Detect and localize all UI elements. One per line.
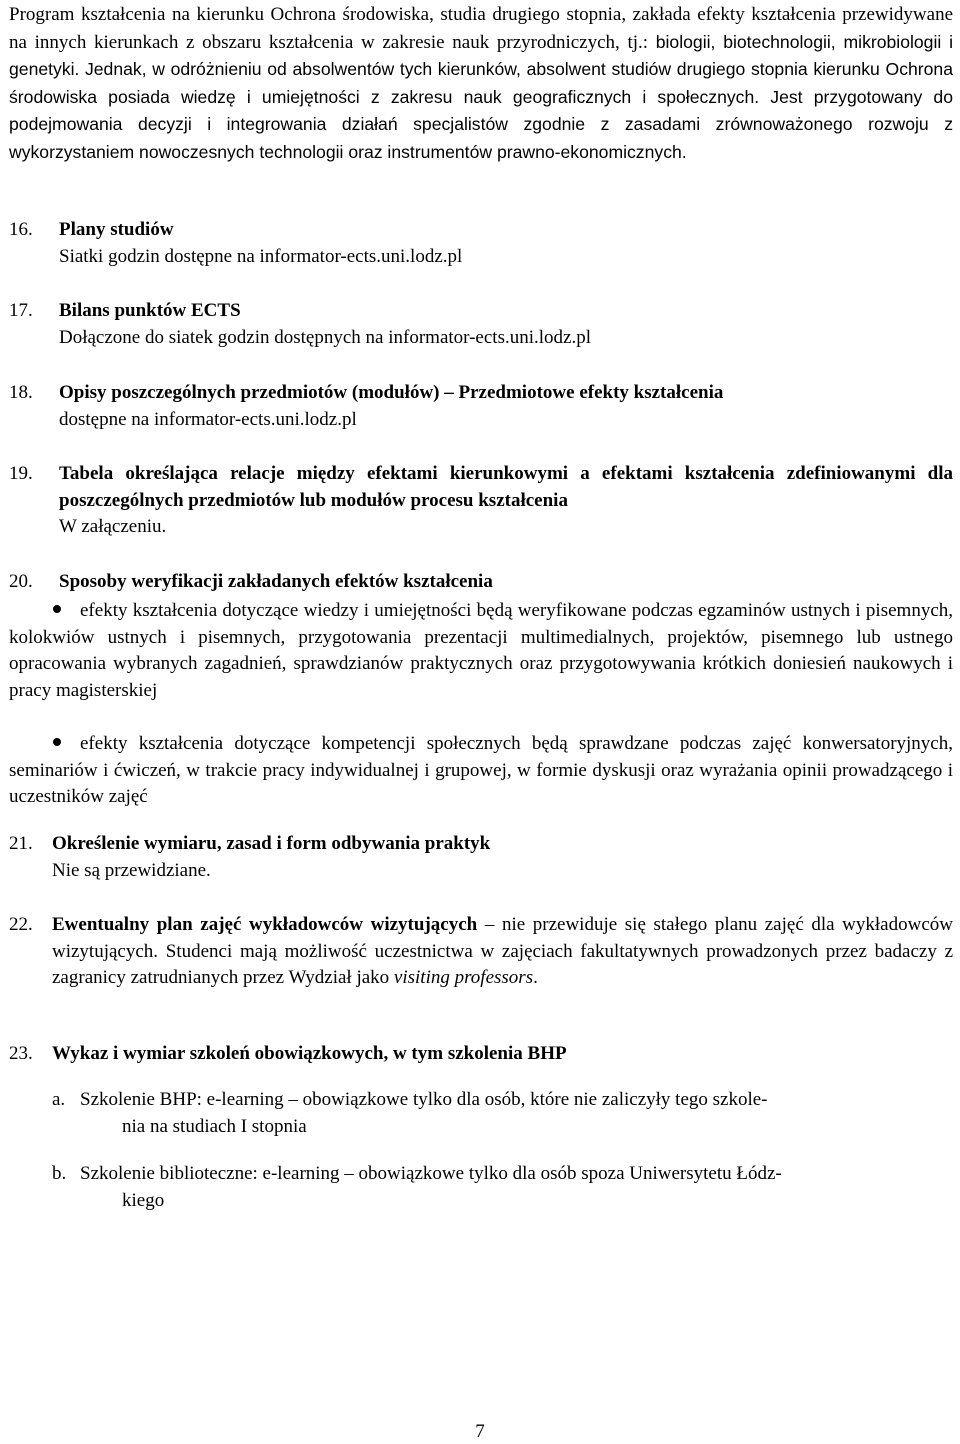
list-letter: a. (52, 1089, 66, 1110)
section-title: Wykaz i wymiar szkoleń obowiązkowych, w tym szkolenia BHP (52, 1043, 567, 1064)
intro-text-2: biologii, biotechnologii, mikrobiologii i genetyki. (9, 31, 953, 79)
section-title: Tabela określająca relacje między efektami kierunkowymi a efektami kształcenia zdefiniowanymi dla poszczególnych przedmiotów lub modułów procesu kształcenia (59, 463, 953, 511)
section-17 (9, 298, 953, 351)
list-text-continued: kiego (122, 1189, 165, 1211)
intro-paragraph (9, 2, 953, 166)
bullet-text: efekty kształcenia dotyczące kompetencji społecznych będą sprawdzane podczas zajęć konwersatoryjnych, seminariów i ćwiczeń, w trakcie pracy indywidualnej i grupowej, w formie dyskusji oraz wyrażania opinii prowadzącego i uczestników zajęć (9, 733, 953, 807)
section-number: 19. (9, 463, 33, 484)
section-21 (9, 831, 953, 884)
bullet-item (9, 731, 953, 811)
section-title: Bilans punktów ECTS (59, 300, 241, 321)
section-text: – nie przewiduje się stałego planu zajęć dla wykładowców wizytujących. Studenci mają możliwość uczestnictwa w zajęciach fakultatywnych prowadzonych przez badaczy z zagranicy zatrudnianych przez Wydział jako (52, 914, 953, 988)
section-title: Plany studiów (59, 219, 174, 240)
section-text: dostępne na informator-ects.uni.lodz.pl (59, 408, 357, 430)
section-text: W załączeniu. (59, 516, 167, 537)
section-19 (9, 461, 953, 541)
section-number: 17. (9, 300, 33, 321)
section-text: Dołączone do siatek godzin dostępnych na informator-ects.uni.lodz.pl (59, 326, 591, 348)
bullet-icon (53, 738, 61, 746)
intro-text-4: Jednak, w odróżnieniu od absolwentów tych kierunków, absolwent studiów drugiego stopnia kierunku Ochrona środowiska posiada wiedzę i umiejętności z zakresu nauk geograficznych i społecznych. (9, 59, 953, 107)
list-text: Szkolenie BHP: e-learning – obowiązkowe tylko dla osób, które nie zaliczyły tego szkole- (80, 1089, 768, 1110)
section-number: 20. (9, 571, 33, 592)
section-number: 18. (9, 382, 33, 403)
section-title: Ewentualny plan zajęć wykładowców wizytujących (52, 914, 478, 935)
section-number: 22. (9, 914, 33, 935)
bullet-icon (53, 605, 61, 613)
section-text: Siatki godzin dostępne na informator-ects.uni.lodz.pl (59, 245, 463, 267)
list-item-a (52, 1087, 957, 1140)
section-20 (9, 569, 953, 596)
section-text: Nie są przewidziane. (52, 859, 211, 881)
section-title: Sposoby weryfikacji zakładanych efektów kształcenia (59, 571, 493, 592)
section-number: 16. (9, 219, 33, 240)
section-end: . (533, 967, 538, 988)
intro-text-1: Program kształcenia na kierunku Ochrona środowiska, studia drugiego stopnia, zakłada efekty kształcenia przewidywane na innych kierunkach z obszaru kształcenia w zakresie nauk przyrodniczych, tj.: (9, 4, 953, 53)
section-title: Opisy poszczególnych przedmiotów (modułów) – Przedmiotowe efekty kształcenia (59, 382, 724, 403)
section-18 (9, 380, 953, 433)
section-title: Określenie wymiaru, zasad i form odbywania praktyk (52, 833, 491, 854)
section-number: 21. (9, 833, 33, 854)
page-number: 7 (475, 1421, 485, 1442)
section-italic-text: visiting professors (393, 967, 534, 988)
section-22 (9, 912, 953, 992)
intro-text-5: Jest przygotowany do podejmowania decyzji i integrowania działań specjalistów zgodnie z zasadami zrównoważonego rozwoju z wykorzystaniem nowoczesnych technologii oraz instrumentów prawno-ekonomicznych. (9, 86, 953, 162)
section-number: 23. (9, 1043, 33, 1064)
bullet-item (9, 598, 953, 704)
bullet-text: efekty kształcenia dotyczące wiedzy i umiejętności będą weryfikowane podczas egzaminów ustnych i pisemnych, kolokwiów ustnych i pisemnych, przygotowania prezentacji multimedialnych, projektów, pisemnego lub ustnego opracowania wybranych zagadnień, sprawdzianów praktycznych oraz przygotowywania krótkich doniesień naukowych i pracy magisterskiej (9, 600, 953, 701)
section-22-body (52, 912, 953, 992)
section-23 (9, 1041, 953, 1068)
list-text: Szkolenie biblioteczne: e-learning – obowiązkowe tylko dla osób spoza Uniwersytetu Łódz- (80, 1163, 782, 1184)
list-letter: b. (52, 1163, 67, 1184)
list-item-b (52, 1161, 957, 1214)
section-16 (9, 217, 953, 270)
list-text-continued: nia na studiach I stopnia (122, 1115, 307, 1137)
